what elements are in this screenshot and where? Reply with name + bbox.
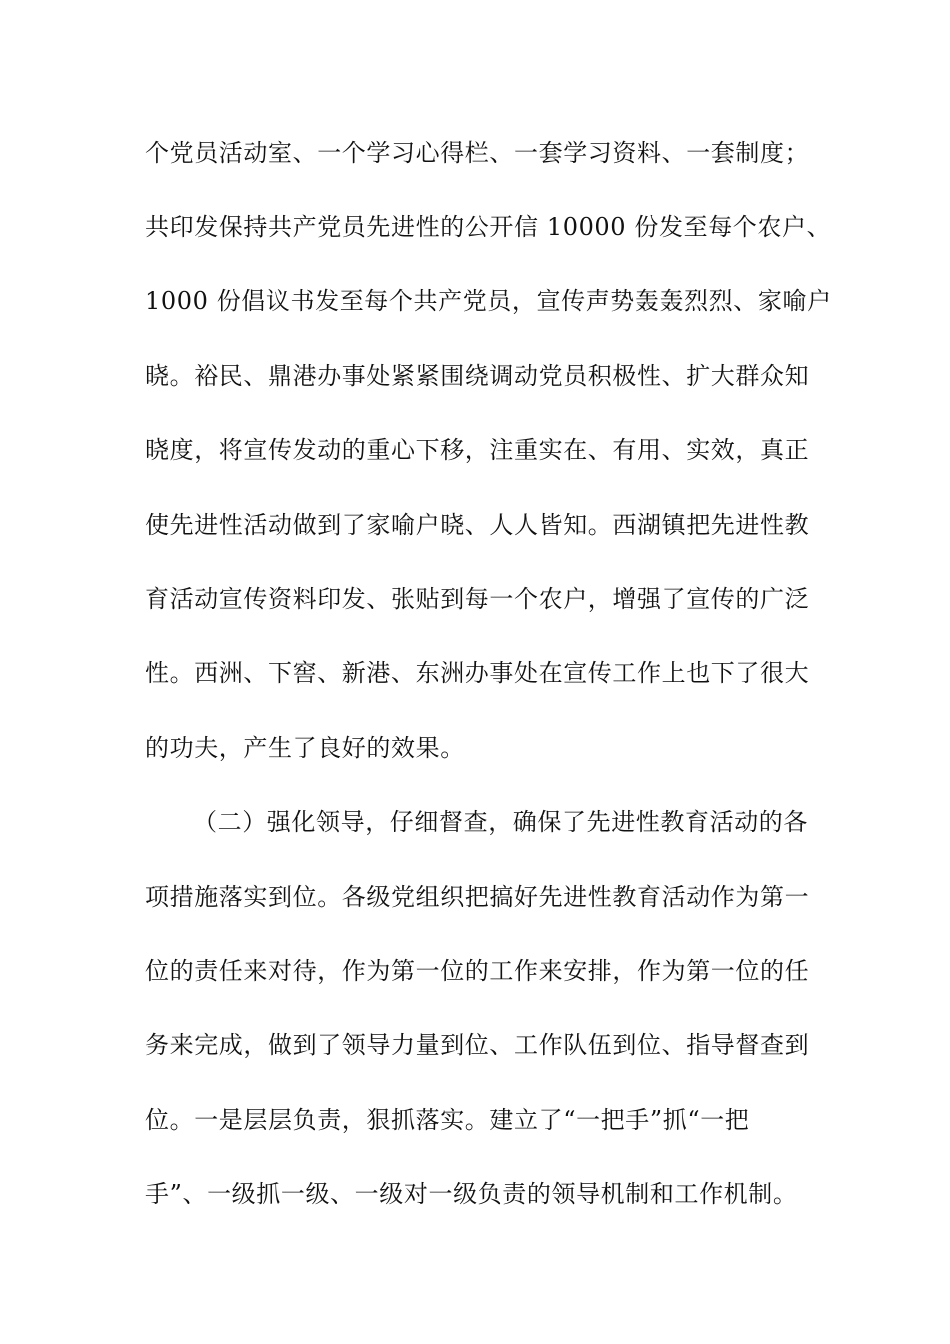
- text-line: 位的责任来对待，作为第一位的工作来安排，作为第一位的任: [145, 957, 810, 985]
- text-line: 共印发保持共产党员先进性的公开信 10000 份发至每个农户、: [145, 213, 832, 241]
- text-line: 晓。裕民、鼎港办事处紧紧围绕调动党员积极性、扩大群众知: [145, 362, 810, 390]
- text-line: 的功夫，产生了良好的效果。: [145, 734, 465, 762]
- text-line: 使先进性活动做到了家喻户晓、人人皆知。西湖镇把先进性教: [145, 511, 810, 539]
- section-heading-line: （二）强化领导，仔细督查，确保了先进性教育活动的各: [193, 808, 808, 836]
- text-line: 务来完成，做到了领导力量到位、工作队伍到位、指导督查到: [145, 1031, 810, 1059]
- text-line: 项措施落实到位。各级党组织把搞好先进性教育活动作为第一: [145, 883, 810, 911]
- text-line: 晓度，将宣传发动的重心下移，注重实在、有用、实效，真正: [145, 436, 810, 464]
- text-line: 个党员活动室、一个学习心得栏、一套学习资料、一套制度；: [145, 139, 810, 167]
- text-line: 1000 份倡议书发至每个共产党员，宣传声势轰轰烈烈、家喻户: [145, 287, 832, 315]
- text-line: 位。一是层层负责，狠抓落实。建立了“一把手”抓“一把: [145, 1106, 750, 1134]
- text-line: 手”、一级抓一级、一级对一级负责的领导机制和工作机制。: [145, 1180, 798, 1208]
- text-line: 育活动宣传资料印发、张贴到每一个农户，增强了宣传的广泛: [145, 585, 810, 613]
- text-line: 性。西洲、下窖、新港、东洲办事处在宣传工作上也下了很大: [145, 659, 810, 687]
